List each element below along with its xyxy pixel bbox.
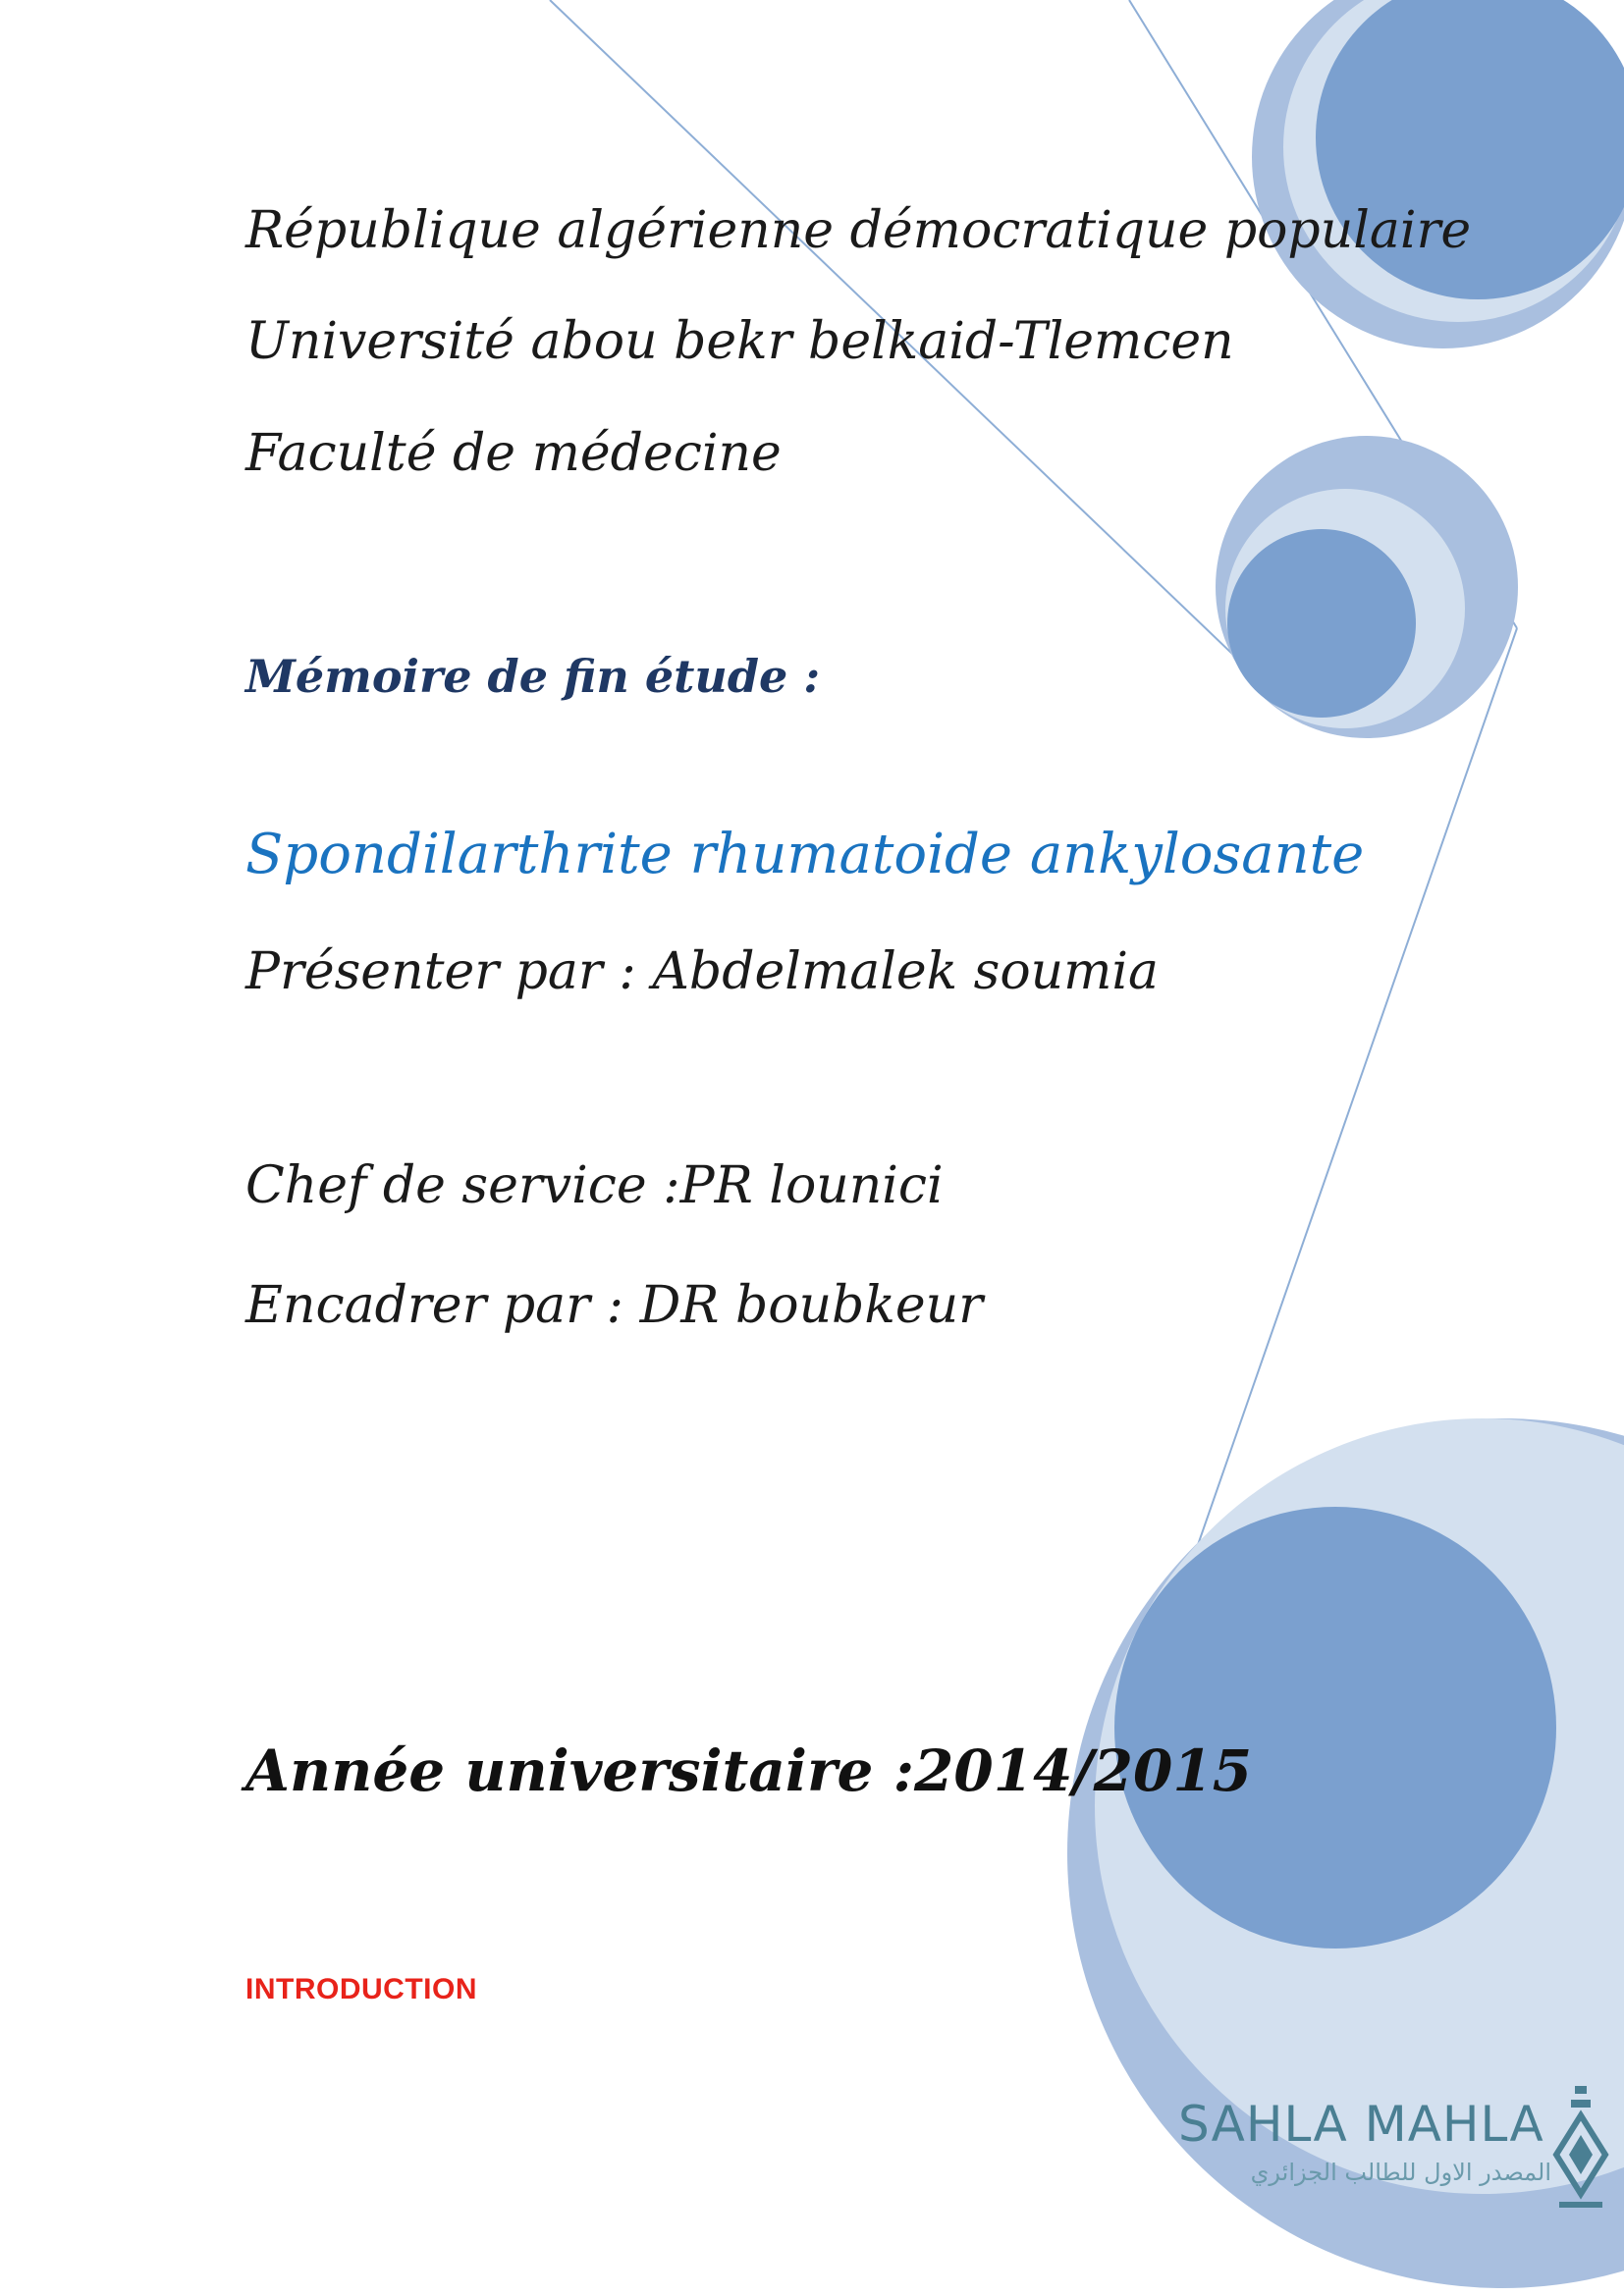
presenter-line: Présenter par : Abdelmalek soumia	[245, 942, 1160, 1001]
memoire-label: Mémoire de fin étude :	[245, 650, 821, 703]
logo-emblem-icon	[1551, 2086, 1610, 2223]
encadrer-line: Encadrer par : DR boubkeur	[245, 1276, 983, 1335]
faculty-name: Faculté de médecine	[245, 424, 782, 483]
bottom-circle-inner	[1114, 1507, 1556, 1949]
chef-service-line: Chef de service :PR lounici	[245, 1156, 944, 1215]
sahla-mahla-logo	[1178, 2096, 1610, 2243]
university-name: Université abou bekr belkaid-Tlemcen	[245, 312, 1234, 371]
middle-circle-inner	[1227, 529, 1416, 718]
thesis-subject: Spondilarthrite rhumatoide ankylosante	[245, 823, 1365, 886]
academic-year: Année universitaire :2014/2015	[245, 1737, 1253, 1804]
section-heading-introduction: INTRODUCTION	[245, 1973, 477, 2005]
logo-tagline: المصدر الاول للطالب الجزائري	[1250, 2159, 1551, 2186]
country-name: République algérienne démocratique populaire	[245, 201, 1472, 260]
logo-name: SAHLA MAHLA	[1178, 2096, 1544, 2153]
